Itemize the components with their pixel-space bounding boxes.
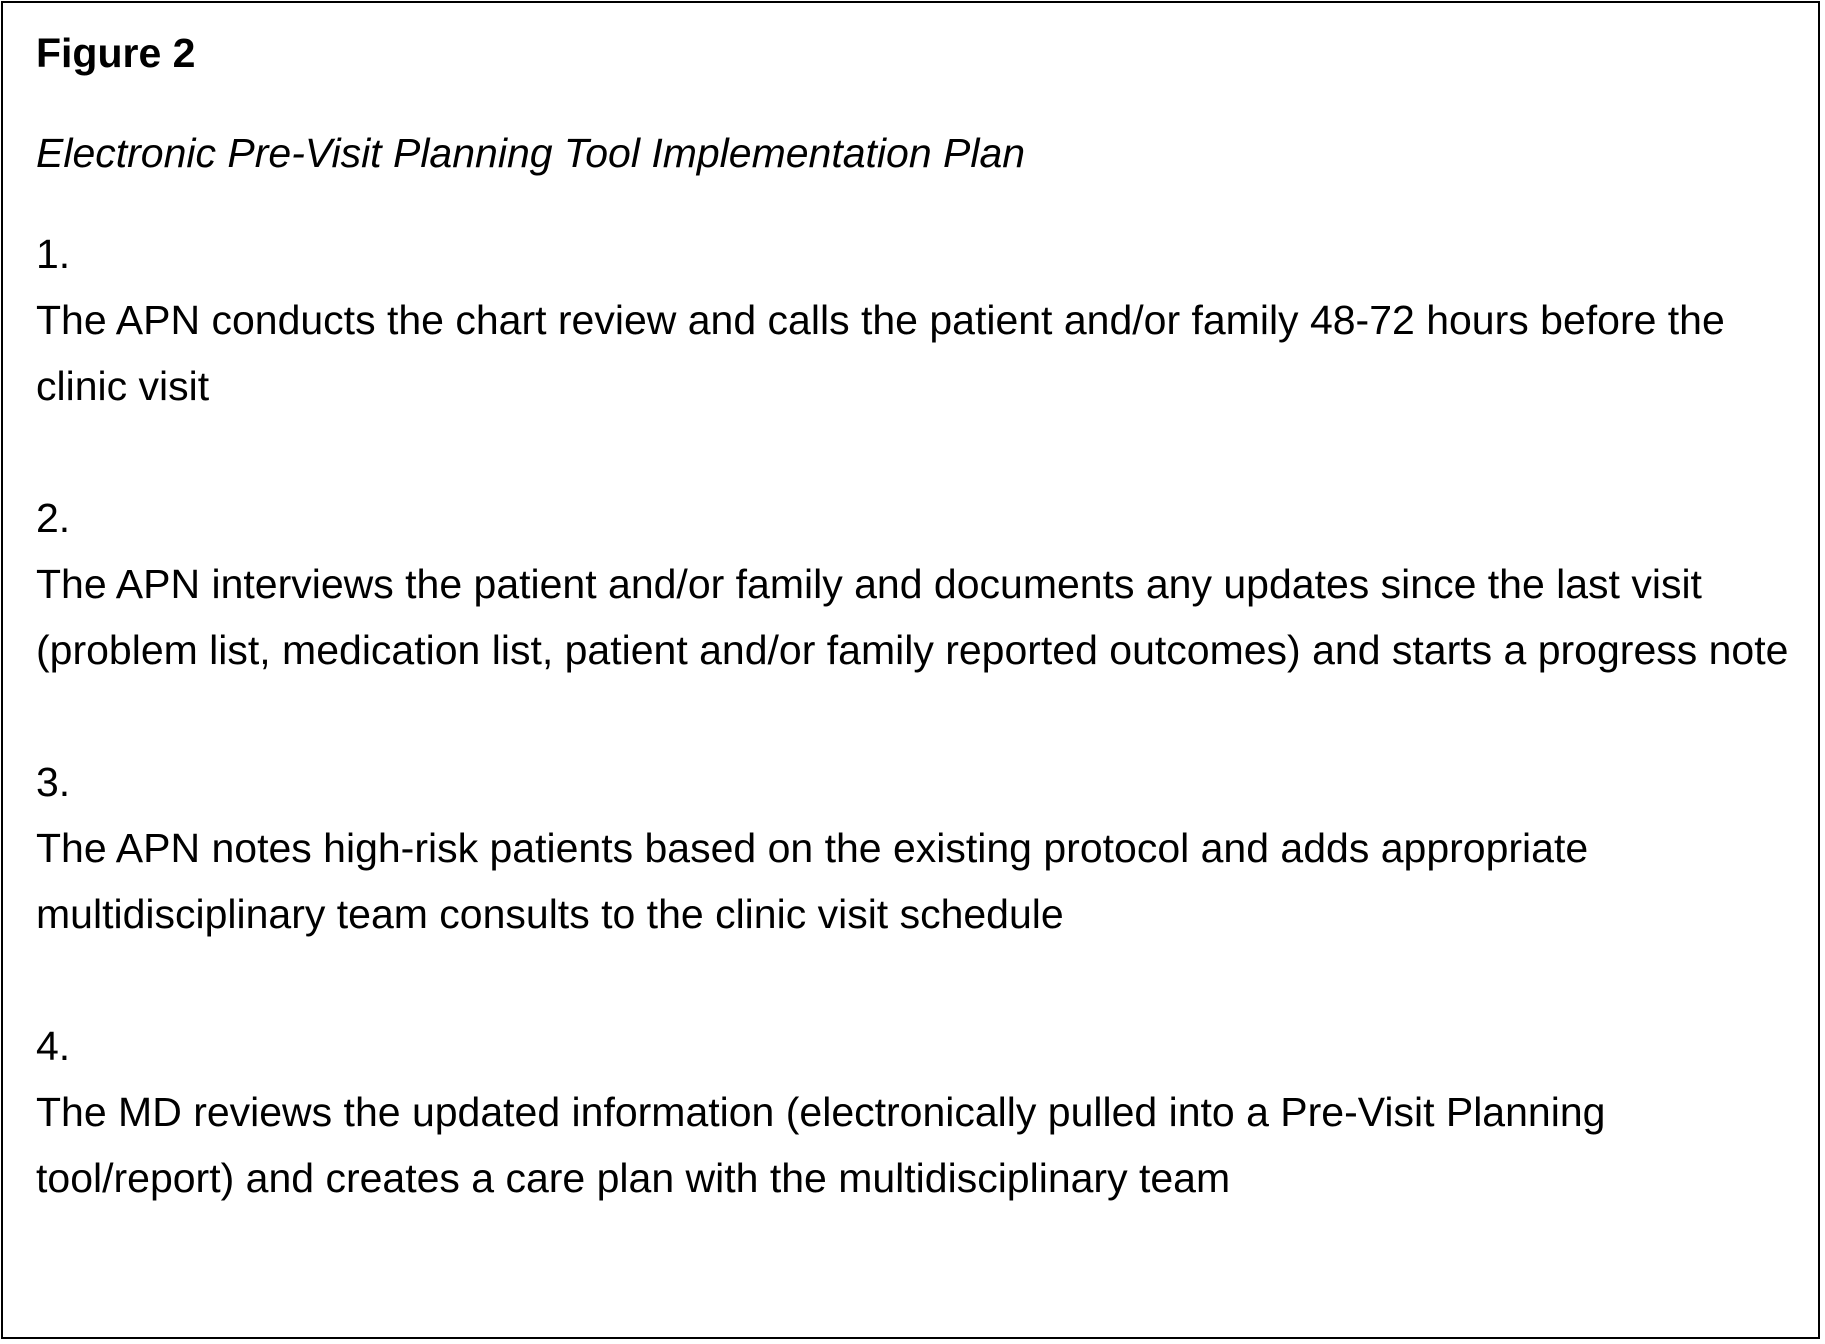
step-item (36, 749, 1796, 947)
step-number: 4. (36, 1023, 71, 1069)
step-item (36, 485, 1796, 683)
figure-frame (1, 1, 1820, 1339)
step-number: 2. (36, 495, 71, 541)
step-text: The APN interviews the patient and/or family and documents any updates since the last visit (problem list, medication list, patient and/or family reported outcomes) and starts a progress note (36, 561, 1789, 673)
figure-content (36, 23, 1796, 1211)
step-number: 3. (36, 759, 71, 805)
step-text: The APN conducts the chart review and calls the patient and/or family 48-72 hours before the clinic visit (36, 297, 1725, 409)
step-number: 1. (36, 231, 71, 277)
step-item (36, 1013, 1796, 1211)
figure-label: Figure 2 (36, 30, 196, 76)
figure-title: Electronic Pre-Visit Planning Tool Implementation Plan (36, 130, 1026, 176)
step-item (36, 221, 1796, 419)
step-text: The APN notes high-risk patients based on the existing protocol and adds appropriate multidisciplinary team consults to the clinic visit schedule (36, 825, 1589, 937)
steps-list (36, 221, 1796, 1211)
step-text: The MD reviews the updated information (electronically pulled into a Pre-Visit Planning tool/report) and creates a care plan with the multidisciplinary team (36, 1089, 1606, 1201)
